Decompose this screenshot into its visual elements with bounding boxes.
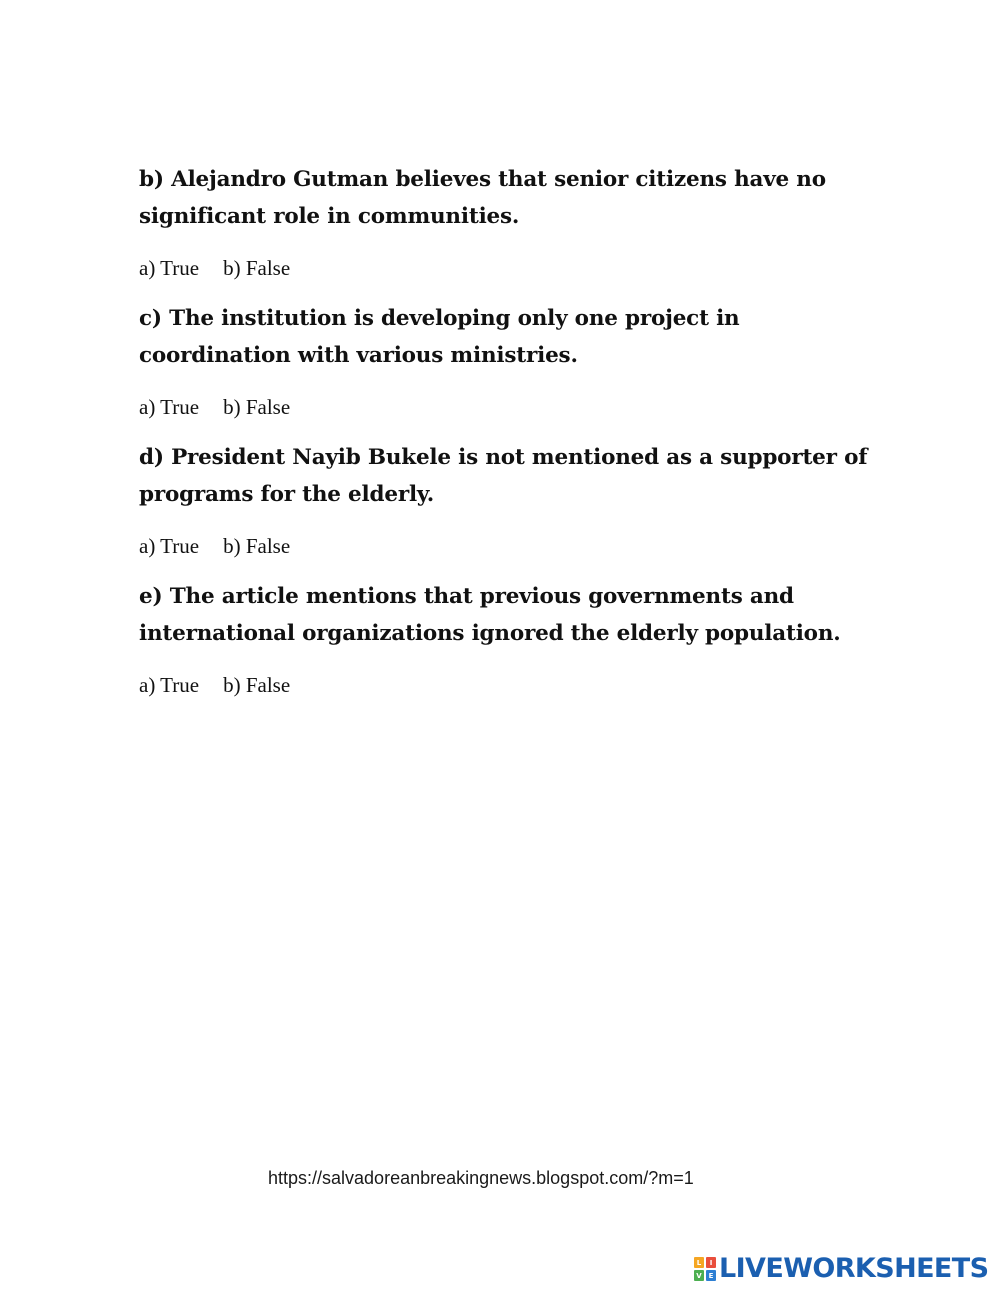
logo-tile: E [706,1270,716,1281]
question-c: c) The institution is developing only one project in coordination with various ministries. [139,306,740,368]
option-false[interactable]: b) False [223,395,291,419]
logo-tile: V [694,1270,704,1281]
answer-options-c [139,394,290,420]
option-false[interactable]: b) False [223,673,291,697]
option-false[interactable]: b) False [223,256,291,280]
answer-options-e [139,672,290,698]
option-false[interactable]: b) False [223,534,291,558]
question-b: b) Alejandro Gutman believes that senior citizens have no significant role in communities. [139,167,826,229]
brand-name: LIVEWORKSHEETS [719,1253,989,1284]
source-url: https://salvadoreanbreakingnews.blogspot.com/?m=1 [268,1168,694,1188]
option-true[interactable]: a) True [139,256,200,280]
question-e: e) The article mentions that previous governments and international organizations ignored the elderly population. [139,584,841,646]
option-true[interactable]: a) True [139,395,200,419]
question-d: d) President Nayib Bukele is not mentioned as a supporter of programs for the elderly. [139,445,868,507]
logo-tile: L [694,1257,704,1268]
liveworksheets-brand [694,1253,988,1285]
option-true[interactable]: a) True [139,534,200,558]
answer-options-b [139,255,290,281]
liveworksheets-logo-icon [694,1257,716,1281]
option-true[interactable]: a) True [139,673,200,697]
logo-tile: I [706,1257,716,1268]
answer-options-d [139,533,290,559]
